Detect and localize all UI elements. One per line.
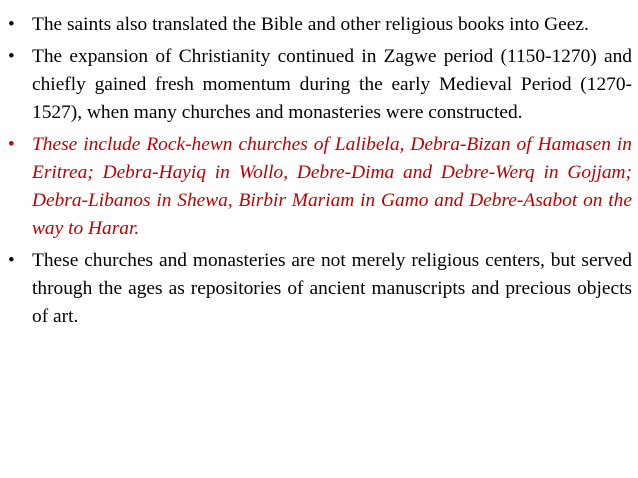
bullet-item-2	[8, 43, 632, 127]
bullet-item-1	[8, 11, 632, 39]
bullet-item-4	[8, 247, 632, 331]
bullet-text: These churches and monasteries are not merely religious centers, but served through the ages as repositories of ancient manuscripts and precious objects of art.	[32, 250, 632, 327]
bullet-list	[8, 11, 632, 331]
bullet-marker: •	[8, 14, 15, 35]
bullet-marker: •	[8, 134, 15, 155]
bullet-item-3	[8, 131, 632, 243]
bullet-text: The saints also translated the Bible and other religious books into Geez.	[32, 14, 589, 35]
bullet-text: The expansion of Christianity continued in Zagwe period (1150-1270) and chiefly gained fresh momentum during the early Medieval Period (1270-1527), when many churches and monasteries were constructed.	[32, 46, 632, 123]
bullet-text-highlight: These include Rock-hewn churches of Lalibela, Debra-Bizan of Hamasen in Eritrea; Debra-Hayiq in Wollo, Debre-Dima and Debre-Werq in Gojjam; Debra-Libanos in Shewa, Birbir Mariam in Gamo and Debre-Asabot on the way to Harar.	[32, 134, 632, 239]
bullet-marker: •	[8, 250, 15, 271]
bullet-marker: •	[8, 46, 15, 67]
